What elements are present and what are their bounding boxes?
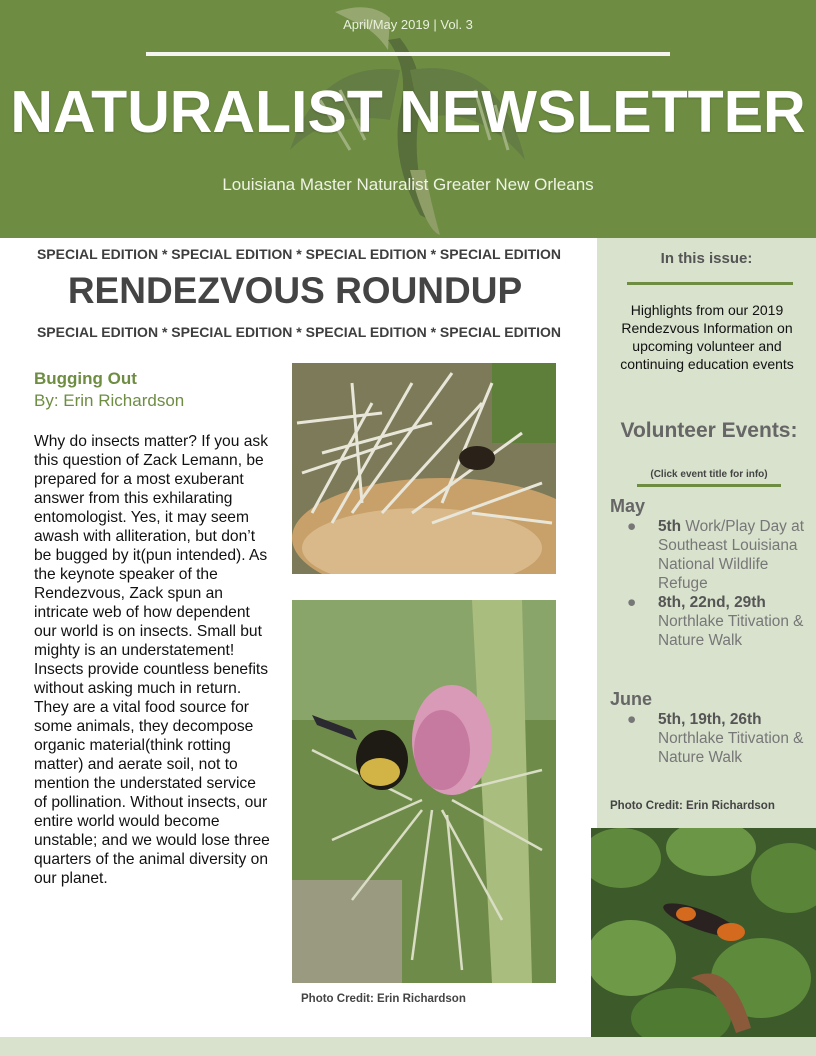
month-june: June — [610, 689, 653, 709]
bullet-icon: ● — [627, 594, 637, 611]
event-date: 8th, 22nd, 29th — [658, 594, 766, 611]
article-byline: By: Erin Richardson — [34, 391, 185, 410]
footer-band — [0, 1037, 816, 1056]
photo-credit: Photo Credit: Erin Richardson — [301, 993, 466, 1005]
event-title: Northlake Titivation & Nature Walk — [658, 730, 804, 766]
month-may: May — [610, 496, 646, 516]
special-edition-bottom: SPECIAL EDITION * SPECIAL EDITION * SPECIAL EDITION * SPECIAL EDITION — [36, 324, 562, 340]
issue-highlights: Highlights from our 2019 Rendezvous Information on upcoming volunteer and continuing education events — [620, 302, 794, 372]
click-event-hint: (Click event title for info) — [650, 469, 768, 480]
article-body: Why do insects matter? If you ask this question of Zack Lemann, be prepared for a most exuberant answer from this exhilarating entomologist. Yes, it may seem awash with alliteration, but don’t be bugged by it(pun intended). As the keynote speaker of the Rendezvous, Zack spun an intricate web of how dependent our world is on insects. Small but mighty is an understatement! Insects provide countless benefits without asking much in return. They are a vital food source for some animals, they decompose organic material(think rotting matter) and aerate soil, not to mention the understated service of pollination. Without insects, our entire world would become unstable; and we would lose three quarters of the animal diversity on our planet. — [34, 433, 270, 887]
events-divider — [637, 484, 781, 487]
sidebar-divider — [627, 282, 793, 285]
wasp-photo — [591, 828, 816, 1037]
sidebar-photo-credit: Photo Credit: Erin Richardson — [610, 800, 775, 812]
newsletter-header — [0, 0, 816, 238]
event-date: 5th, 19th, 26th — [658, 711, 762, 728]
bullet-icon: ● — [627, 711, 637, 728]
volunteer-events-heading: Volunteer Events: — [620, 419, 798, 442]
thistle-photo — [292, 363, 556, 574]
header-divider — [146, 52, 670, 56]
newsletter-title: NATURALIST NEWSLETTER — [10, 79, 806, 145]
article-title: Bugging Out — [34, 369, 137, 388]
in-this-issue-heading: In this issue: — [660, 250, 753, 267]
sidebar — [597, 238, 816, 830]
bullet-icon: ● — [627, 518, 637, 535]
issue-line: April/May 2019 | Vol. 3 — [343, 17, 473, 32]
event-title: Work/Play Day at Southeast Louisiana National Wildlife Refuge — [658, 518, 804, 592]
section-title: RENDEZVOUS ROUNDUP — [67, 270, 523, 311]
newsletter-subtitle: Louisiana Master Naturalist Greater New Orleans — [222, 175, 594, 194]
special-edition-top: SPECIAL EDITION * SPECIAL EDITION * SPECIAL EDITION * SPECIAL EDITION — [36, 246, 562, 262]
event-date: 5th — [658, 518, 682, 535]
bumblebee-photo — [292, 600, 556, 983]
event-title: Northlake Titivation & Nature Walk — [658, 613, 804, 649]
